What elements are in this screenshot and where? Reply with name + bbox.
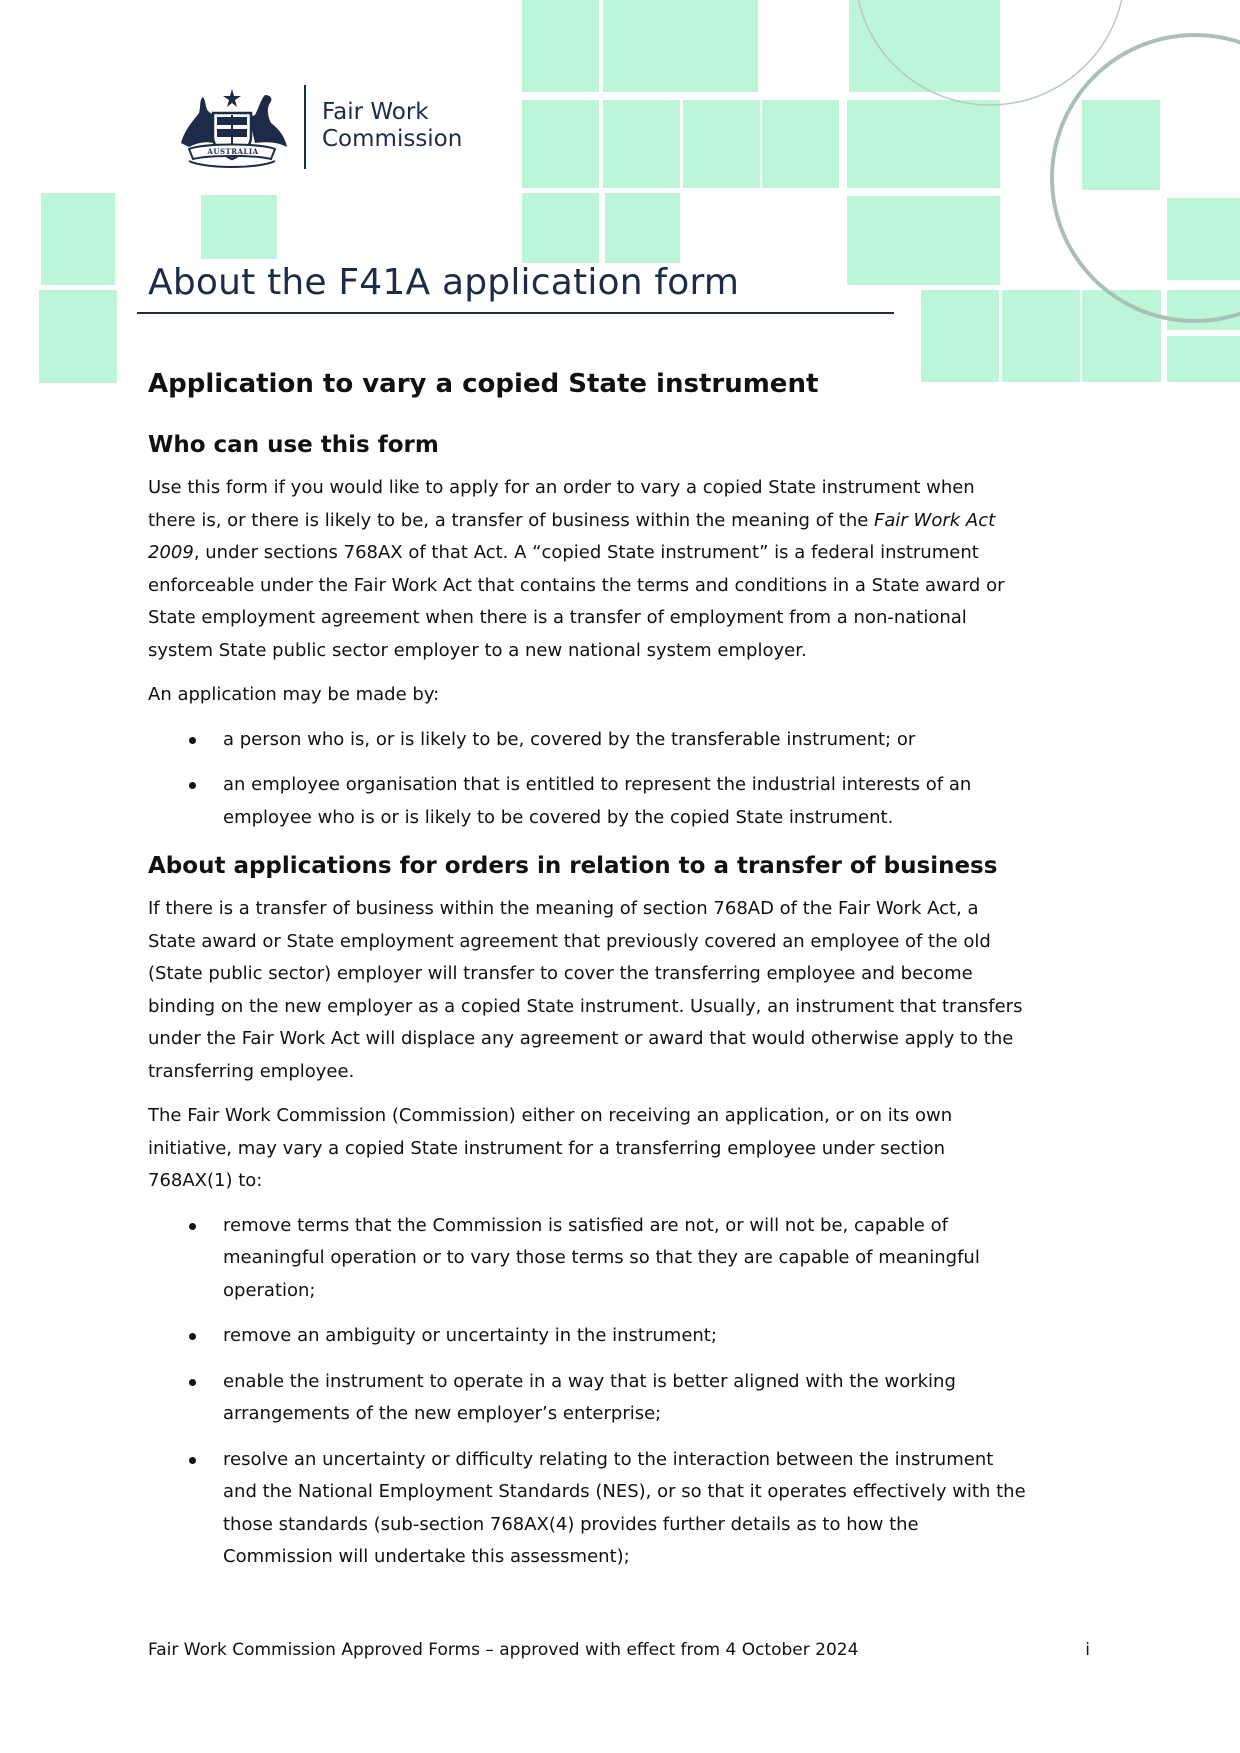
list-item: enable the instrument to operate in a way that is better aligned with the working arrangements of the new employer’s enterprise; [148, 1366, 1028, 1431]
logo-wordmark [322, 99, 462, 153]
bullet-list [148, 1210, 1028, 1574]
section-heading-who-can-use: Who can use this form [148, 432, 439, 458]
paragraph-text: , under sections 768AX of that Act. A “copied State instrument” is a federal instrument enforceable under the Fair Work Act that contains the terms and conditions in a State award or State employment agreement when there is a transfer of employment from a non-national system State public sector employer to a new national system employer. [148, 542, 1005, 661]
coat-of-arms-icon [175, 85, 290, 170]
document-body [148, 362, 1028, 1587]
list-item: remove terms that the Commission is satisfied are not, or will not be, capable of meaningful operation or to vary those terms so that they are capable of meaningful operation; [148, 1210, 1028, 1308]
list-item: a person who is, or is likely to be, covered by the transferable instrument; or [148, 724, 1028, 757]
list-item: remove an ambiguity or uncertainty in the instrument; [148, 1320, 1028, 1353]
deco-circles [0, 0, 1240, 400]
fair-work-logo [175, 85, 475, 175]
list-item: resolve an uncertainty or difficulty relating to the interaction between the instrument and the National Employment Standards (NES), or so that it operates effectively with the those standards (sub-section 768AX(4) provides further details as to how the Commission will undertake this assessment); [148, 1444, 1028, 1574]
deco-circle-thick [1052, 35, 1240, 321]
section-heading-about-applications: About applications for orders in relation to a transfer of business [148, 853, 998, 879]
footer-text: Fair Work Commission Approved Forms – approved with effect from 4 October 2024 [148, 1640, 859, 1660]
page-number: i [1085, 1640, 1090, 1660]
logo-divider [304, 85, 306, 169]
paragraph: The Fair Work Commission (Commission) either on receiving an application, or on its own initiative, may vary a copied State instrument for a transferring employee under section 768AX(1) to: [148, 1105, 953, 1191]
crest-label: AUSTRALIA [207, 147, 259, 156]
title-underline [137, 312, 894, 314]
header-decoration [0, 0, 1240, 400]
act-name: Fair Work Act 2009 [148, 509, 996, 563]
logo-line-1: Fair Work [322, 99, 429, 125]
logo-line-2: Commission [322, 126, 463, 152]
paragraph: If there is a transfer of business within the meaning of section 768AD of the Fair Work Act, a State award or State employment agreement that previously covered an employee of the old (State public sector) employer will transfer to cover the transferring employee and become binding on the new employer as a copied State instrument. Usually, an instrument that transfers under the Fair Work Act will displace any agreement or award that would otherwise apply to the transferring employee. [148, 898, 1023, 1082]
main-heading: Application to vary a copied State instrument [148, 369, 819, 399]
paragraph [148, 472, 1028, 667]
paragraph-text: Use this form if you would like to apply for an order to vary a copied State instrument when there is, or there is likely to be, a transfer of business within the meaning of the [148, 477, 975, 531]
paragraph: An application may be made by: [148, 684, 440, 705]
page-footer [148, 1640, 1090, 1660]
page-title: About the F41A application form [148, 262, 740, 303]
list-item: an employee organisation that is entitled to represent the industrial interests of an employee who is or is likely to be covered by the copied State instrument. [148, 769, 1028, 834]
bullet-list [148, 724, 1028, 835]
